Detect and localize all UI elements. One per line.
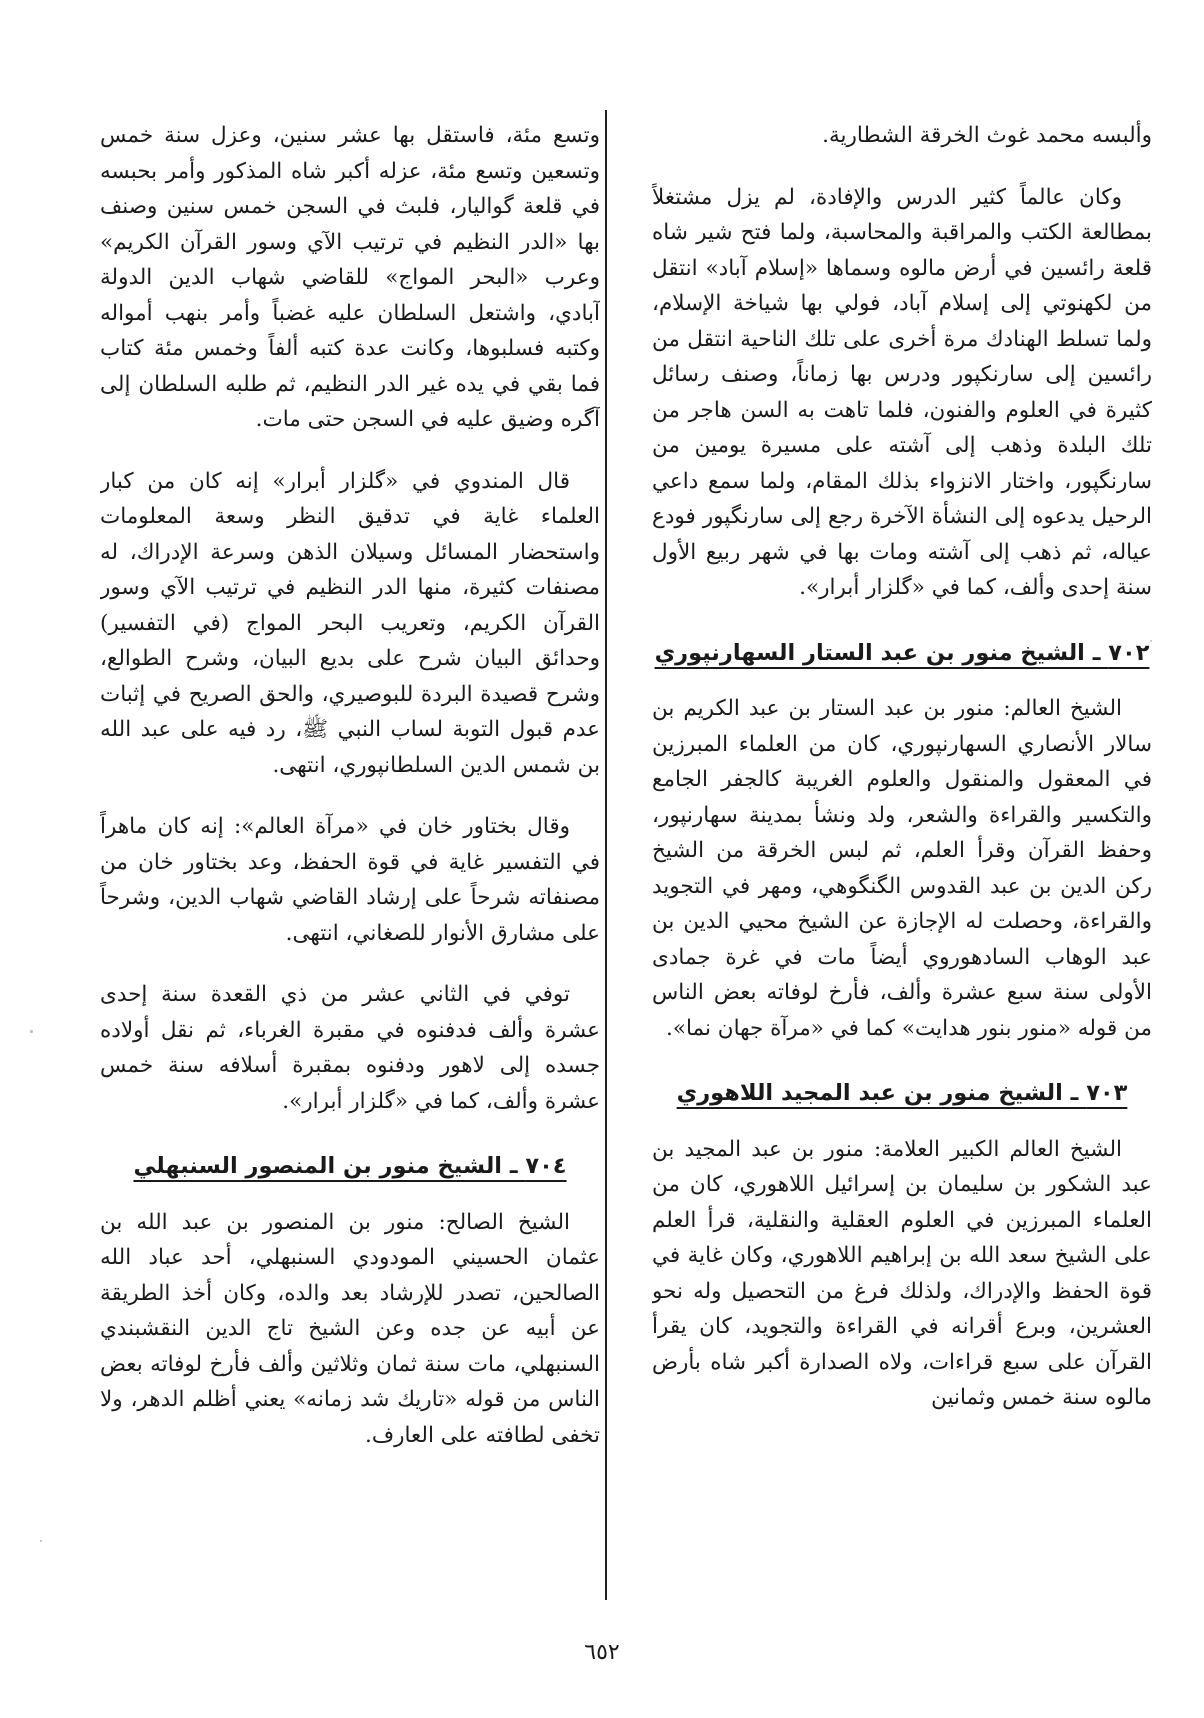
- entry-heading-703: ٧٠٣ ـ الشيخ منور بن عبد المجيد اللاهوري: [676, 1080, 1128, 1106]
- scan-speck: [1150, 640, 1152, 642]
- paragraph: وقال بختاور خان في «مرآة العالم»: إنه كان ماهراً في التفسير غاية في قوة الحفظ، وعد بختاور خان من مصنفاته شرحاً على إرشاد القاضي شهاب الدين، وشرحاً على مشارق الأنوار للصغاني، انتهى.: [100, 814, 600, 946]
- scan-speck: [30, 1030, 33, 1033]
- paragraph: وكان عالماً كثير الدرس والإفادة، لم يزل مشتغلاً بمطالعة الكتب والمراقبة والمحاسبة، ولما فتح شير شاه قلعة رائسين في أرض مالوه وسماها «إسلام آباد» انتقل من لكهنوتي إلى إسلام آباد، فولي بها شياخة الإسلام، ولما تسلط الهنادك مرة أخرى على تلك الناحية انتقل من رائسين إلى سارنكپور ودرس بها زماناً، وصنف رسائل كثيرة في العلوم والفنون، فلما تاهت به السن هاجر من تلك البلدة وذهب إلى آشته على مسيرة يومين من سارنگپور، واختار الانزواء بذلك المقام، ولما سمع داعي الرحيل يدعوه إلى النشأة الآخرة رجع إلى سارنگپور فودع عياله، ثم ذهب إلى آشته ومات بها في شهر ربيع الأول سنة إحدى وألف، كما في «گلزار أبرار».: [652, 184, 1152, 600]
- left-column: [100, 118, 600, 1558]
- column-divider: [605, 110, 607, 1600]
- paragraph: الشيخ العالم: منور بن عبد الستار بن عبد الكريم بن سالار الأنصاري السهارنپوري، كان من العلماء المبرزين في المعقول والمنقول والعلوم الغريبة كالجفر الجامع والتكسير والقراءة والشعر، ولد ونشأ بمدينة سهارنپور، وحفظ القرآن وقرأ العلم، ثم لبس الخرقة من الشيخ ركن الدين بن عبد القدوس الگنگوهي، ومهر في التجويد والقراءة، وحصلت له الإجازة عن الشيخ محيي الدين بن عبد الوهاب السادهوروي أيضاً مات في غرة جمادى الأولى سنة سبع عشرة وألف، فأرخ لوفاته بعض الناس من قوله «منور بنور هدايت» كما في «مرآة جهان نما».: [652, 696, 1152, 1041]
- entry-heading-702: ٧٠٢ ـ الشيخ منور بن عبد الستار السهارنپوري: [654, 639, 1150, 666]
- paragraph: وتسع مئة، فاستقل بها عشر سنين، وعزل سنة خمس وتسعين وتسع مئة، عزله أكبر شاه المذكور وأمر بحبسه في قلعة گواليار، فلبث في السجن خمس سنين وصنف بها «الدر النظيم في ترتيب الآي وسور القرآن الكريم» وعرب «البحر المواج» للقاضي شهاب الدين الدولة آبادي، واشتعل السلطان عليه غضباً وأمر بنهب أمواله وكتبه فسلبوها، وكانت عدة كتبه ألفاً وخمس مئة كتاب فما بقي في يده غير الدر النظيم، ثم طلبه السلطان إلى آگره وضيق عليه في السجن حتى مات.: [100, 123, 600, 432]
- right-column: [652, 118, 1152, 1558]
- page-number: ٦٥٢: [584, 1640, 620, 1665]
- paragraph: الشيخ الصالح: منور بن المنصور بن عبد الله بن عثمان الحسيني المودودي السنبهلي، أحد عباد الله الصالحين، تصدر للإرشاد بعد والده، وكان أخذ الطريقة عن أبيه عن جده وعن الشيخ تاج الدين النقشبندي السنبهلي، مات سنة ثمان وثلاثين وألف فأرخ لوفاته بعض الناس من قوله «تاريك شد زمانه» يعني أظلم الدهر، ولا تخفى لطافته على العارف.: [100, 1209, 600, 1448]
- paragraph: توفي في الثاني عشر من ذي القعدة سنة إحدى عشرة وألف فدفنوه في مقبرة الغرباء، ثم نقل أولاده جسده إلى لاهور ودفنوه بمقبرة أسلافه سنة خمس عشرة وألف، كما في «گلزار أبرار».: [100, 982, 600, 1114]
- paragraph: وألبسه محمد غوث الخرقة الشطارية.: [822, 123, 1152, 148]
- paragraph: الشيخ العالم الكبير العلامة: منور بن عبد المجيد بن عبد الشكور بن سليمان بن إسرائيل اللاهوري، كان من العلماء المبرزين في العلوم العقلية والنقلية، قرأ العلم على الشيخ سعد الله بن إبراهيم اللاهوري، وكان غاية في قوة الحفظ والإدراك، ولذلك فرغ من التحصيل وله نحو العشرين، وبرع أقرانه في القراءة والتجويد، كان يقرأ القرآن على سبع قراءات، ولاه الصدارة أكبر شاه بأرض مالوه سنة خمس وثمانين: [652, 1136, 1152, 1410]
- entry-heading-704: ٧٠٤ ـ الشيخ منور بن المنصور السنبهلي: [133, 1153, 567, 1179]
- paragraph: قال المندوي في «گلزار أبرار» إنه كان من كبار العلماء غاية في تدقيق النظر وسعة المعلومات واستحضار المسائل وسيلان الذهن وسرعة الإدراك، له مصنفات كثيرة، منها الدر النظيم في ترتيب الآي وسور القرآن الكريم، وتعريب البحر المواج (في التفسير) وحدائق البيان شرح على بديع البيان، وشرح الطوالع، وشرح قصيدة البردة للبوصيري، والحق الصريح في إثبات عدم قبول التوبة لساب النبي ﷺ، رد فيه على عبد الله بن شمس الدين السلطانپوري، انتهى.: [100, 468, 600, 778]
- scan-speck: [40, 1540, 42, 1542]
